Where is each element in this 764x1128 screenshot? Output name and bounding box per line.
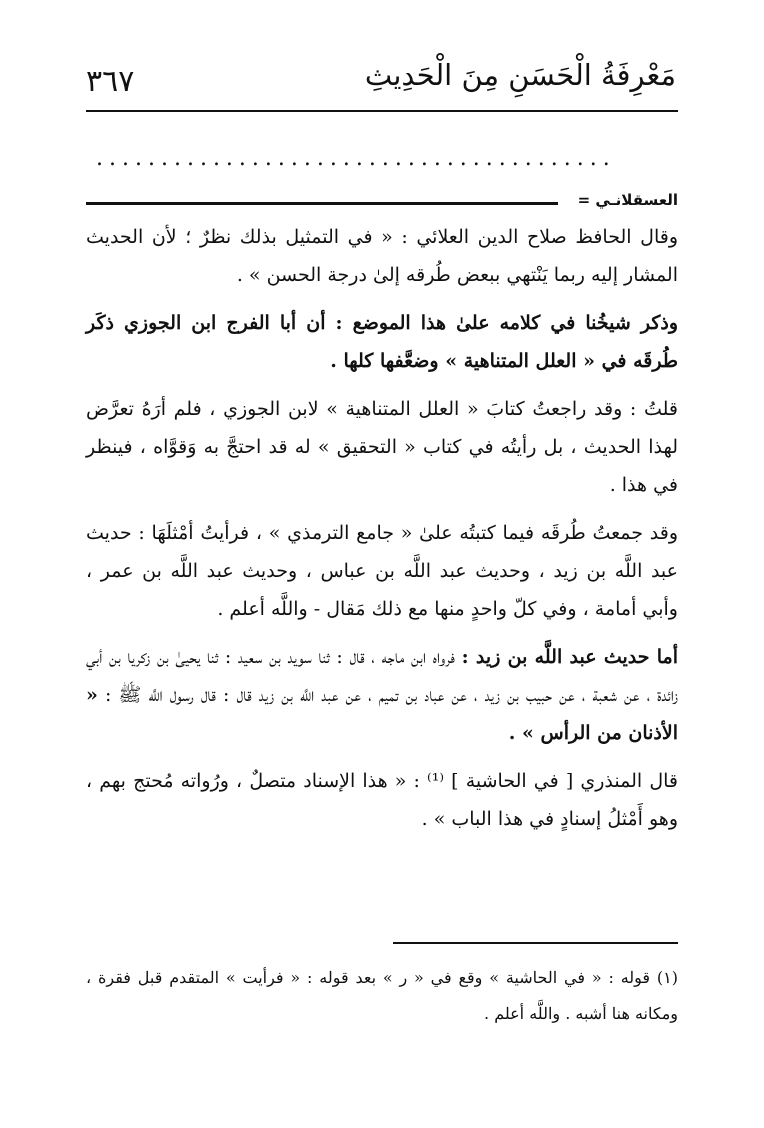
paragraph: وقد جمعتُ طُرقَه فيما كتبتُه علىٰ « جامع الترمذي » ، فرأيتُ أمْثلَهَا : حديث عبد اللَّه بن زيد ، وحديث عبد اللَّه بن عباس ، وحديث عبد اللَّه بن عمر ، وأبي أمامة ، وفي كلّ واحدٍ منها مع ذلك مَقال - واللَّه أعلم .: [86, 522, 678, 620]
dotted-separator: ........................................: [96, 146, 616, 171]
paragraph: وقال الحافظ صلاح الدين العلائي : « في التمثيل بذلك نظرٌ ؛ لأن الحديث المشار إليه ربما يَنْتهي ببعض طُرقه إلىٰ درجة الحسن » .: [86, 226, 678, 286]
hadith-quote: « الأذنان من الرأس » .: [86, 684, 678, 744]
continuation-rule: [86, 202, 558, 205]
main-text: [86, 218, 678, 848]
continuation-marker: [86, 193, 678, 215]
footnote-rule: [393, 942, 678, 944]
paragraph: قلتُ : وقد راجعتُ كتابَ « العلل المتناهية » لابن الجوزي ، فلم أرَهُ تعرَّض لهذا الحديث ، بل رأيتُه في كتاب « التحقيق » له قد احتجَّ به وَقوَّاه ، فينظر في هذا .: [86, 398, 678, 496]
header-rule: [86, 110, 678, 112]
paragraph: [86, 638, 678, 752]
continuation-label: العسقلانـي =: [577, 191, 678, 209]
paragraph: قال المنذري [ في الحاشية ] ⁽¹⁾ : « هذا الإسناد متصلٌ ، ورُواته مُحتج بهم ، وهو أَمْثلُ إسنادٍ في هذا الباب » .: [86, 770, 678, 830]
paragraph-lead: أما حديث عبد اللَّه بن زيد :: [461, 646, 679, 668]
paragraph-bold: وذكر شيخُنا في كلامه علىٰ هذا الموضع : أن أبا الفرج ابن الجوزي ذكَر طُرقَه في « العلل المتناهية » وضعَّفها كلها .: [86, 312, 678, 372]
paragraph-text: فرواه ابن ماجه ، قال : ثنا سويد بن سعيد : ثنا يحيىٰ بن زكريا بن أبي زائدة ، عن شعبة ، عن حبيب بن زيد ، عن عباد بن تميم ، عن عبد اللَّه بن زيد قال : قال رسول اللَّه ﷺ :: [86, 646, 678, 706]
page-number: ٣٦٧: [86, 64, 135, 99]
running-header-title: مَعْرِفَةُ الْحَسَنِ مِنَ الْحَدِيثِ: [364, 58, 676, 92]
footnote: (١) قوله : « في الحاشية » وقع في « ر » بعد قوله : « فرأيت » المتقدم قبل فقرة ، ومكانه هنا أشبه . واللَّه أعلم .: [86, 968, 678, 1023]
